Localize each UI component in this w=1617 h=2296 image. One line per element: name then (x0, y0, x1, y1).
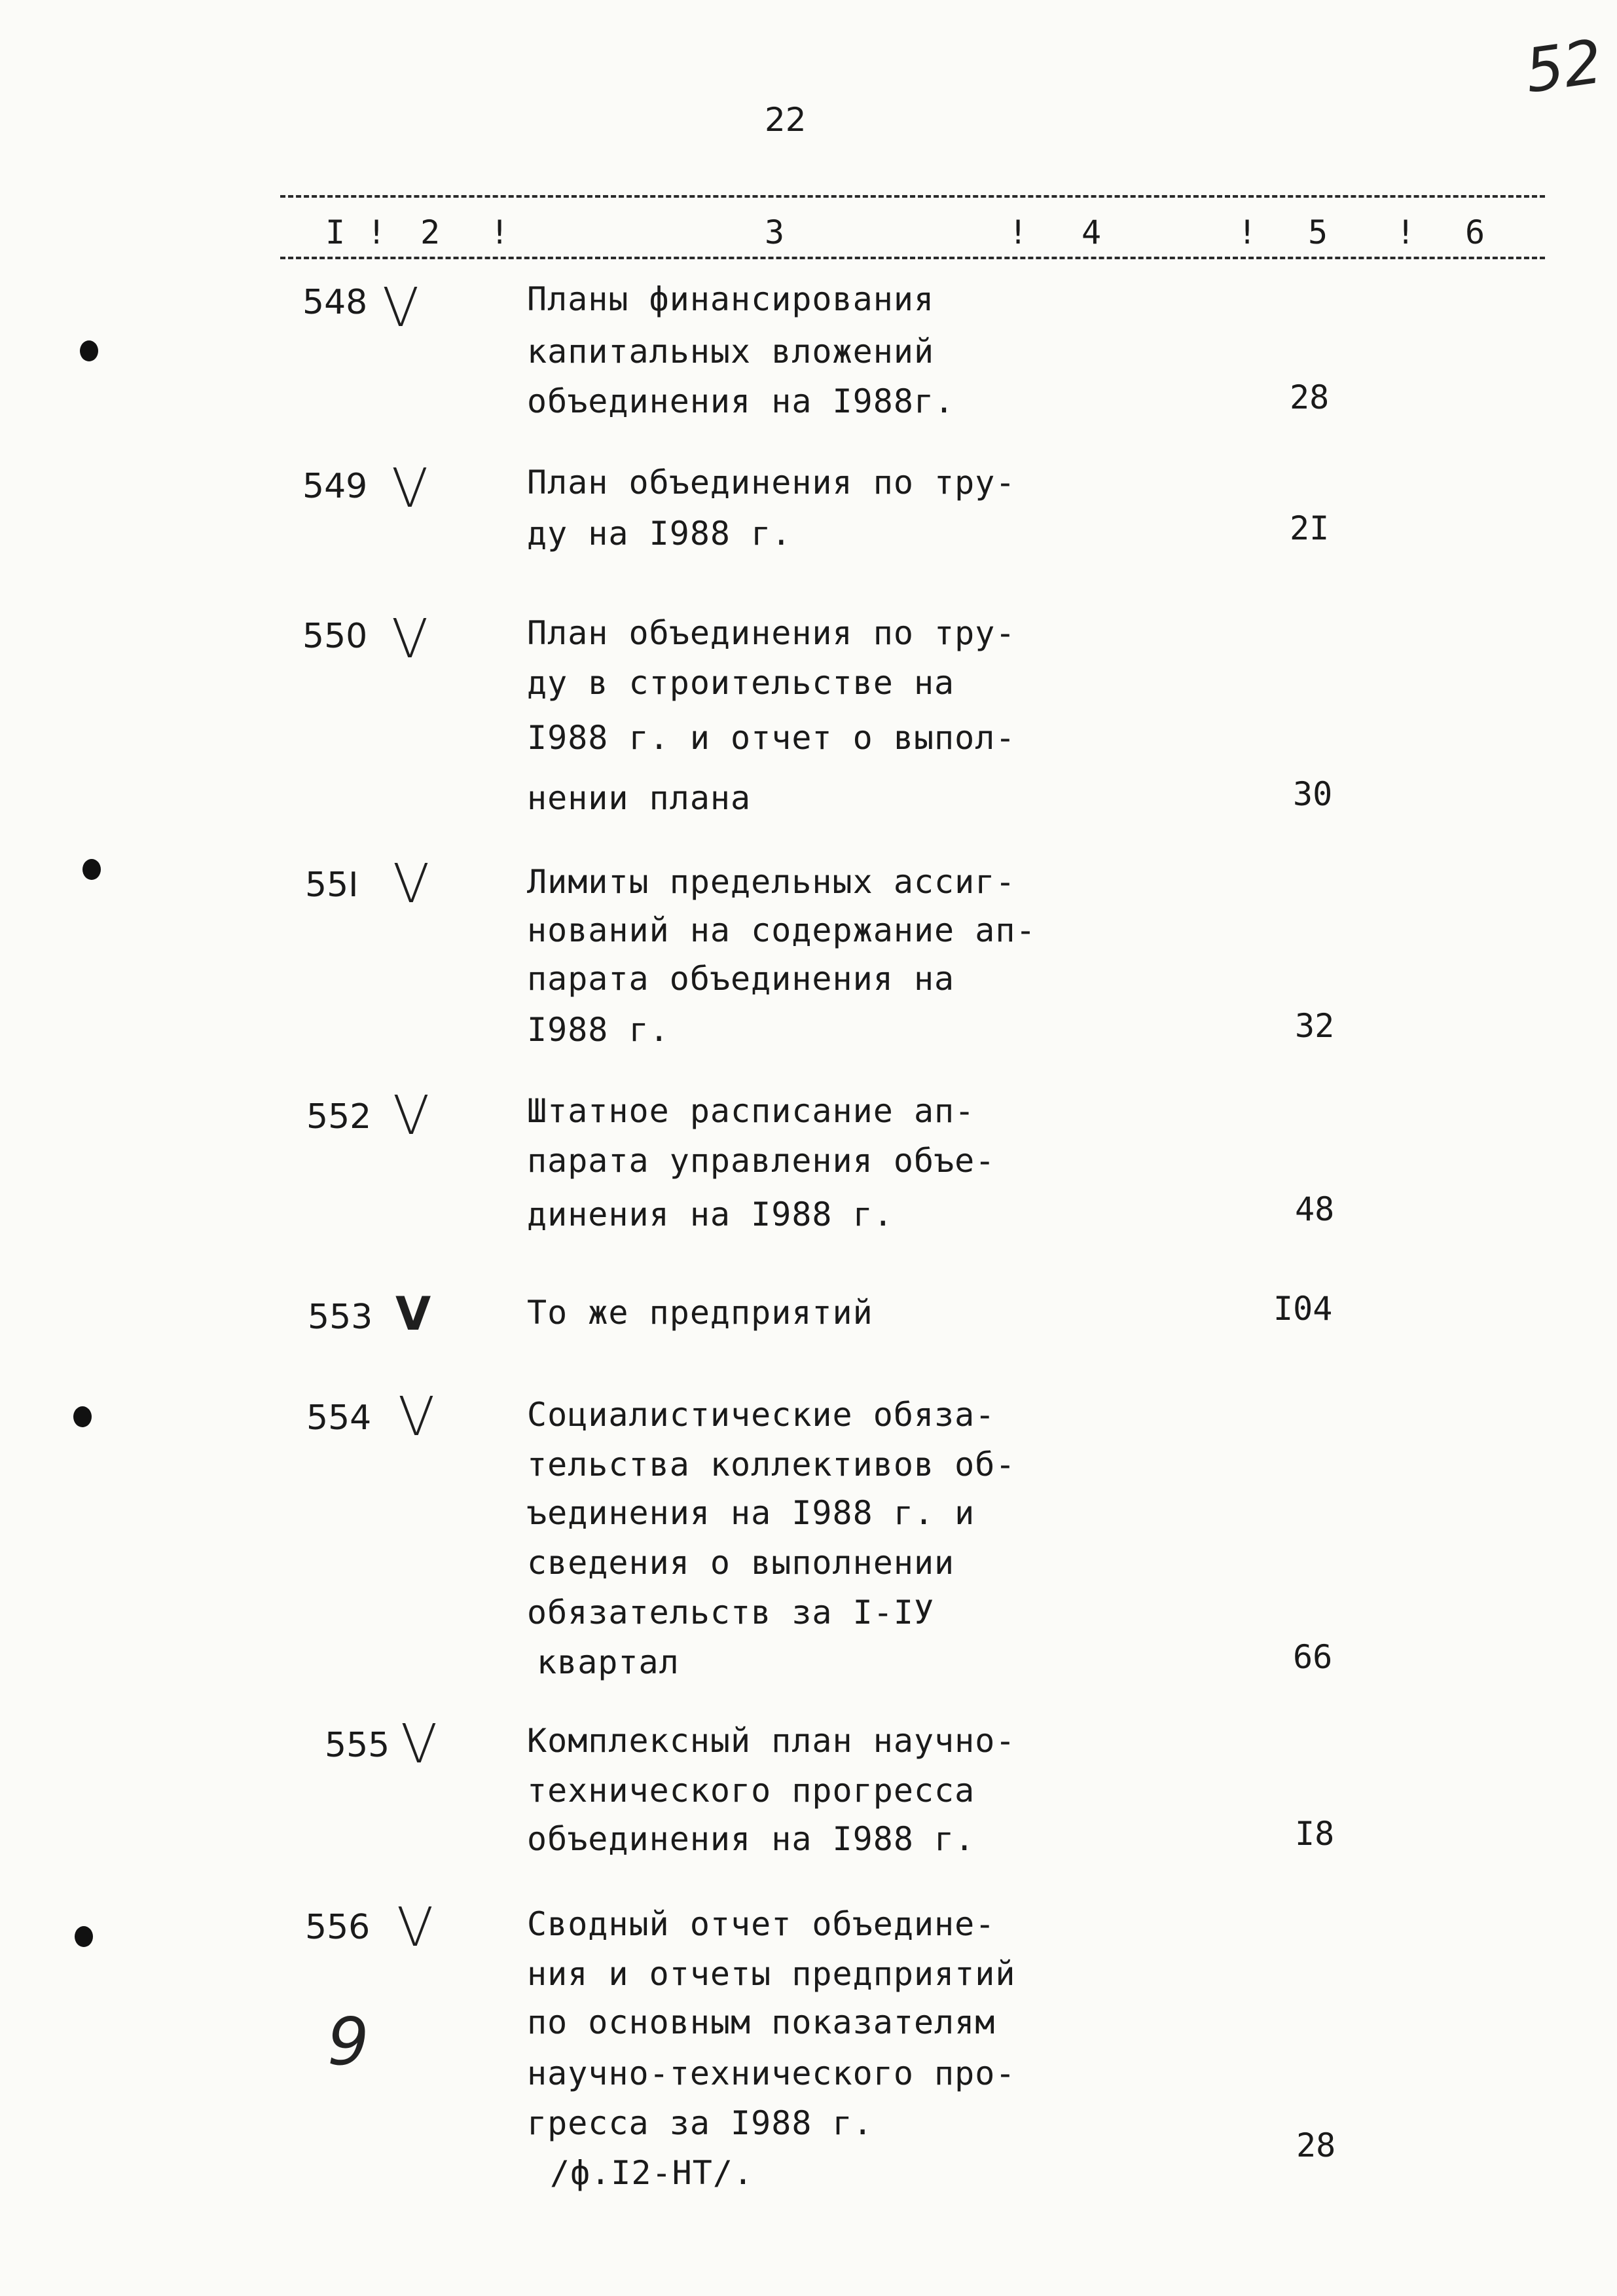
item-title-line: динения на I988 г. (527, 1195, 894, 1233)
item-title-line: парата объединения на (527, 960, 955, 998)
item-title-line: ду в строительстве на (527, 664, 955, 702)
header-col-2: 2 (420, 213, 441, 251)
item-title-line: капитальных вложений (527, 333, 935, 371)
item-title-line: Сводный отчет объедине- (527, 1905, 996, 1943)
binding-hole (82, 859, 101, 880)
archive-sheet-number: 52 (1521, 26, 1607, 107)
header-sep-3: ! (1008, 213, 1028, 251)
item-title-line: План объединения по тру- (527, 614, 1016, 652)
check-mark: V (397, 1897, 434, 1959)
item-title-line: нований на содержание ап- (527, 911, 1036, 949)
page-count: I8 (1295, 1815, 1335, 1853)
item-title-line: Социалистические обяза- (527, 1396, 996, 1434)
header-sep-2: ! (490, 213, 510, 251)
binding-hole (73, 1406, 92, 1427)
page-number: 22 (765, 101, 807, 139)
header-col-5: 5 (1308, 213, 1328, 251)
check-mark: V (395, 1287, 431, 1341)
item-number: 552 (306, 1097, 372, 1137)
check-mark: V (382, 277, 420, 339)
item-title-line: тельства коллективов об- (527, 1446, 1016, 1484)
check-mark: V (391, 458, 429, 520)
item-number: 555 (325, 1726, 390, 1765)
item-title-line: Штатное расписание ап- (527, 1092, 975, 1130)
item-title-line: Лимиты предельных ассиг- (527, 863, 1016, 901)
item-number: 554 (306, 1398, 372, 1438)
header-col-4: 4 (1081, 213, 1102, 251)
item-number: 549 (302, 467, 368, 506)
item-title-line: ду на I988 г. (527, 515, 792, 553)
header-col-6: 6 (1465, 213, 1485, 251)
check-mark: V (393, 1085, 430, 1147)
item-title-line: объединения на I988 г. (527, 1820, 975, 1858)
page-count: 30 (1293, 775, 1333, 813)
item-title-line: по основным показателям (527, 2003, 996, 2041)
check-mark: V (391, 608, 429, 670)
header-bottom-rule (280, 257, 1545, 259)
item-title-line: План объединения по тру- (527, 464, 1016, 501)
item-title-line: объединения на I988г. (527, 382, 955, 420)
handwritten-margin-note: 9 (327, 2003, 369, 2080)
item-title-line: гресса за I988 г. (527, 2104, 873, 2142)
item-title-line: нении плана (527, 779, 752, 817)
item-number: 553 (308, 1298, 373, 1337)
page-count: 32 (1295, 1007, 1335, 1045)
check-mark: V (401, 1713, 438, 1776)
header-top-rule (280, 195, 1545, 198)
item-number: 548 (302, 283, 368, 322)
page-count: 28 (1290, 378, 1330, 416)
check-mark: V (398, 1386, 435, 1448)
item-title-line: То же предприятий (527, 1294, 873, 1332)
binding-hole (80, 340, 98, 361)
item-title-line: I988 г. и отчет о выпол- (527, 719, 1016, 757)
item-title-line: сведения о выполнении (527, 1544, 955, 1582)
header-sep-4: ! (1237, 213, 1258, 251)
page-count: I04 (1273, 1290, 1333, 1328)
header-sep-1: ! (367, 213, 387, 251)
header-sep-5: ! (1396, 213, 1416, 251)
item-number: 556 (305, 1908, 371, 1947)
item-title-line: парата управления объе- (527, 1142, 996, 1180)
page-count: 66 (1293, 1638, 1333, 1676)
page-count: 2I (1290, 509, 1330, 547)
item-title-line: технического прогресса (527, 1772, 975, 1810)
item-title-line: квартал (537, 1643, 680, 1681)
item-number: 55I (305, 866, 359, 905)
item-title-line: I988 г. (527, 1011, 670, 1049)
binding-hole (75, 1926, 93, 1947)
page-count: 28 (1296, 2126, 1336, 2164)
page-count: 48 (1295, 1190, 1335, 1228)
check-mark: V (393, 853, 430, 915)
header-col-3: 3 (765, 213, 785, 251)
item-title-line: научно-технического про- (527, 2054, 1016, 2092)
item-title-line: обязательств за I-IУ (527, 1594, 935, 1631)
item-title-line: ния и отчеты предприятий (527, 1955, 1016, 1993)
item-title-line: ъединения на I988 г. и (527, 1494, 975, 1532)
item-title-line: /ф.I2-НТ/. (550, 2154, 754, 2192)
item-number: 550 (302, 617, 368, 656)
header-col-1: I (325, 213, 346, 251)
item-title-line: Планы финансирования (527, 280, 935, 318)
item-title-line: Комплексный план научно- (527, 1722, 1016, 1760)
